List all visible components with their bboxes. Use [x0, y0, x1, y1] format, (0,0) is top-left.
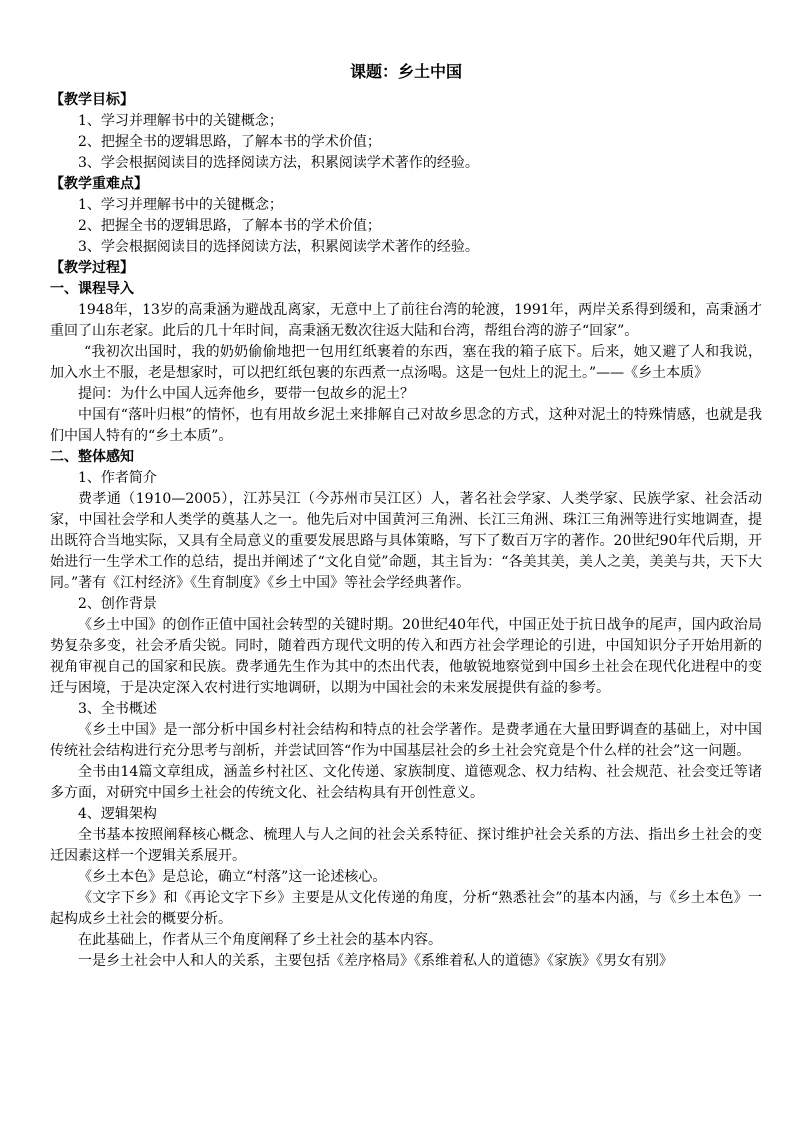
- subheading-structure: 4、逻辑架构: [78, 806, 157, 822]
- objective-item: 2、把握全书的逻辑思路，了解本书的学术价值；: [78, 134, 381, 150]
- document-page: [50, 58, 762, 972]
- subheading-author: 1、作者简介: [78, 470, 157, 486]
- objective-item: 1、学习并理解书中的关键概念；: [78, 113, 283, 129]
- section-heading-intro: 一、课程导入: [50, 281, 134, 297]
- objectives-heading: 【教学目标】: [50, 92, 134, 108]
- key-points-heading: 【教学重难点】: [50, 176, 148, 192]
- structure-paragraph: 《文字下乡》和《再论文字下乡》主要是从文化传递的角度，分析“熟悉社会”的基本内涵，与《乡土本色》一起构成乡土社会的概要分析。: [50, 890, 762, 927]
- section-heading-overview: 二、整体感知: [50, 449, 134, 465]
- page-title: 课题：乡土中国: [349, 62, 462, 81]
- structure-paragraph: 一是乡土社会中人和人的关系，主要包括《差序格局》《系维着私人的道德》《家族》《男女有别》: [78, 953, 673, 969]
- intro-question: 提问：为什么中国人远奔他乡，要带一包故乡的泥土？: [78, 386, 414, 402]
- intro-paragraph: 1948年，13岁的高秉涵为避战乱离家，无意中上了前往台湾的轮渡，1991年，两岸关系得到缓和，高秉涵才重回了山东老家。此后的几十年时间，高秉涵无数次往返大陆和台湾，帮组台湾的游子“回家”。: [50, 302, 762, 339]
- process-heading: 【教学过程】: [50, 260, 134, 276]
- subheading-summary: 3、全书概述: [78, 701, 157, 717]
- structure-paragraph: 全书基本按照阐释核心概念、梳理人与人之间的社会关系特征、探讨维护社会关系的方法、指出乡土社会的变迁因素这样一个逻辑关系展开。: [50, 827, 762, 864]
- objective-item: 3、学会根据阅读目的选择阅读方法，积累阅读学术著作的经验。: [78, 155, 479, 171]
- background-paragraph: 《乡土中国》的创作正值中国社会转型的关键时期。20世纪40年代，中国正处于抗日战争的尾声，国内政治局势复杂多变，社会矛盾尖锐。同时，随着西方现代文明的传入和西方社会学理论的引进，中国知识分子开始用新的视角审视自己的国家和民族。费孝通先生作为其中的杰出代表，他敏锐地察觉到中国乡土社会在现代化进程中的变迁与困境，于是决定深入农村进行实地调研，以期为中国社会的未来发展提供有益的参考。: [50, 617, 762, 696]
- structure-paragraph: 《乡土本色》是总论，确立“村落”这一论述核心。: [78, 869, 387, 885]
- key-point-item: 2、把握全书的逻辑思路，了解本书的学术价值；: [78, 218, 381, 234]
- author-paragraph: 费孝通（1910—2005），江苏吴江（今苏州市吴江区）人，著名社会学家、人类学家、民族学家、社会活动家，中国社会学和人类学的奠基人之一。他先后对中国黄河三角洲、长江三角洲、珠江三角洲等进行实地调查，提出既符合当地实际，又具有全局意义的重要发展思路与具体策略，写下了数百万字的著作。20世纪90年代后期，开始进行一生学术工作的总结，提出并阐述了“文化自觉”命题，其主旨为：“各美其美，美人之美，美美与共，天下大同。”著有《江村经济》《生育制度》《乡土中国》等社会学经典著作。: [50, 491, 762, 591]
- intro-paragraph: 中国有“落叶归根”的情怀，也有用故乡泥土来排解自己对故乡思念的方式，这种对泥土的特殊情感，也就是我们中国人特有的“乡土本质”。: [50, 407, 762, 444]
- subheading-background: 2、创作背景: [78, 596, 157, 612]
- key-point-item: 1、学习并理解书中的关键概念；: [78, 197, 283, 213]
- key-point-item: 3、学会根据阅读目的选择阅读方法，积累阅读学术著作的经验。: [78, 239, 479, 255]
- summary-paragraph: 全书由14篇文章组成，涵盖乡村社区、文化传递、家族制度、道德观念、权力结构、社会规范、社会变迁等诸多方面，对研究中国乡土社会的传统文化、社会结构具有开创性意义。: [50, 764, 762, 801]
- structure-paragraph: 在此基础上，作者从三个角度阐释了乡土社会的基本内容。: [78, 932, 442, 948]
- intro-quote: “我初次出国时，我的奶奶偷偷地把一包用红纸裹着的东西，塞在我的箱子底下。后来，她又避了人和我说，加入水土不服，老是想家时，可以把红纸包裹的东西煮一点汤喝。这是一包灶上的泥土。”——《乡土本质》: [50, 344, 762, 381]
- summary-paragraph: 《乡土中国》是一部分析中国乡村社会结构和特点的社会学著作。是费孝通在大量田野调查的基础上，对中国传统社会结构进行充分思考与剖析，并尝试回答“作为中国基层社会的乡土社会究竟是个什么样的社会”这一问题。: [50, 722, 762, 759]
